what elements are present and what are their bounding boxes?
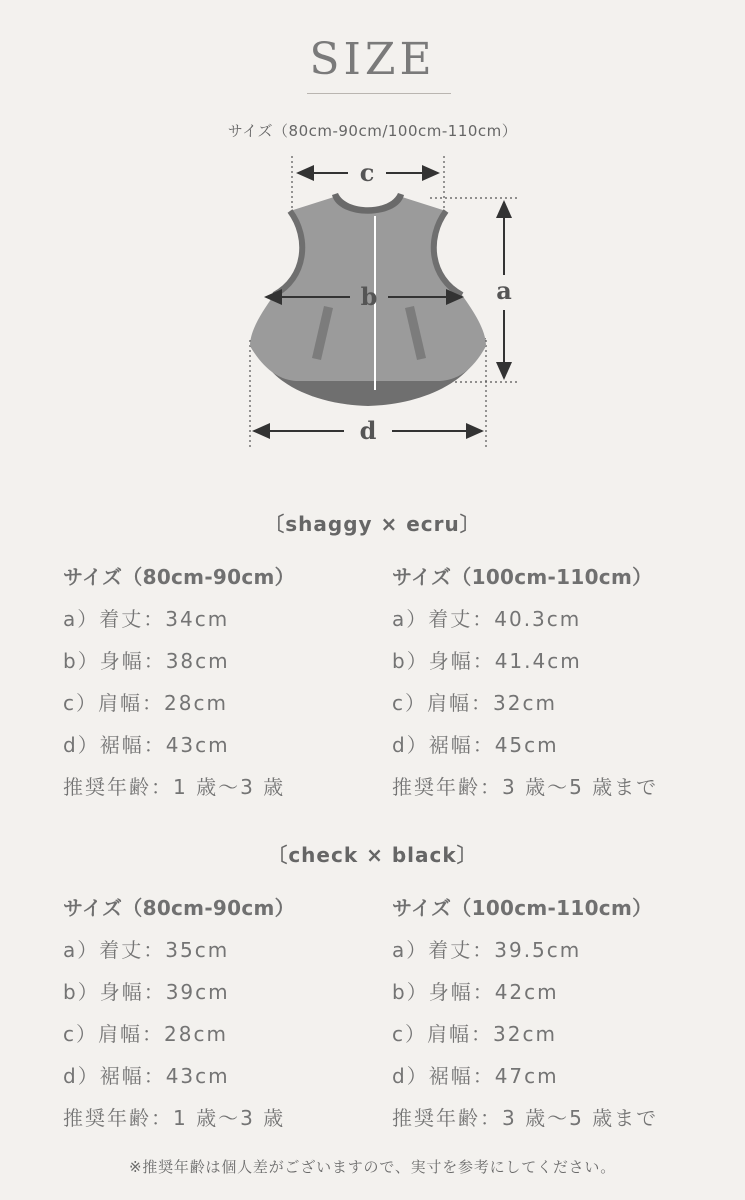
size-column-100-110 bbox=[392, 562, 732, 814]
length-row: a）着丈：35cm bbox=[63, 938, 230, 962]
size-column-80-90 bbox=[63, 893, 403, 1145]
shoulder-width-row: c）肩幅：28cm bbox=[63, 1022, 228, 1046]
hem-width-row: d）裾幅：43cm bbox=[63, 733, 230, 757]
body-width-row: b）身幅：38cm bbox=[63, 649, 230, 673]
age-disclaimer-note: ※推奨年齢は個人差がございますので、実寸を参考にしてください。 bbox=[128, 1158, 617, 1176]
body-width-row: b）身幅：39cm bbox=[63, 980, 230, 1004]
size-heading: サイズ（100cm-110cm） bbox=[392, 565, 653, 589]
label-d: d bbox=[359, 416, 377, 445]
label-b: b bbox=[360, 282, 378, 311]
shoulder-width-row: c）肩幅：32cm bbox=[392, 691, 557, 715]
shoulder-width-row: c）肩幅：32cm bbox=[392, 1022, 557, 1046]
size-column-80-90 bbox=[63, 562, 403, 814]
hem-width-row: d）裾幅：43cm bbox=[63, 1064, 230, 1088]
section-heading-shaggy-ecru: 〔shaggy × ecru〕 bbox=[264, 512, 481, 536]
page-title: SIZE bbox=[309, 34, 436, 85]
body-width-row: b）身幅：42cm bbox=[392, 980, 559, 1004]
label-a: a bbox=[496, 276, 512, 305]
size-subtitle: サイズ（80cm-90cm/100cm-110cm） bbox=[227, 122, 518, 140]
shoulder-width-row: c）肩幅：28cm bbox=[63, 691, 228, 715]
size-heading: サイズ（100cm-110cm） bbox=[392, 896, 653, 920]
hem-width-row: d）裾幅：45cm bbox=[392, 733, 559, 757]
body-width-row: b）身幅：41.4cm bbox=[392, 649, 582, 673]
size-heading: サイズ（80cm-90cm） bbox=[63, 565, 295, 589]
hem-width-row: d）裾幅：47cm bbox=[392, 1064, 559, 1088]
vest-diagram bbox=[0, 0, 745, 470]
length-row: a）着丈：34cm bbox=[63, 607, 230, 631]
recommended-age-row: 推奨年齢：1 歳〜3 歳 bbox=[63, 1106, 286, 1130]
label-c: c bbox=[359, 158, 375, 187]
size-heading: サイズ（80cm-90cm） bbox=[63, 896, 295, 920]
recommended-age-row: 推奨年齢：3 歳〜5 歳まで bbox=[392, 775, 659, 799]
size-column-100-110 bbox=[392, 893, 732, 1145]
length-row: a）着丈：40.3cm bbox=[392, 607, 582, 631]
recommended-age-row: 推奨年齢：3 歳〜5 歳まで bbox=[392, 1106, 659, 1130]
recommended-age-row: 推奨年齢：1 歳〜3 歳 bbox=[63, 775, 286, 799]
length-row: a）着丈：39.5cm bbox=[392, 938, 582, 962]
section-heading-check-black: 〔check × black〕 bbox=[267, 843, 478, 867]
